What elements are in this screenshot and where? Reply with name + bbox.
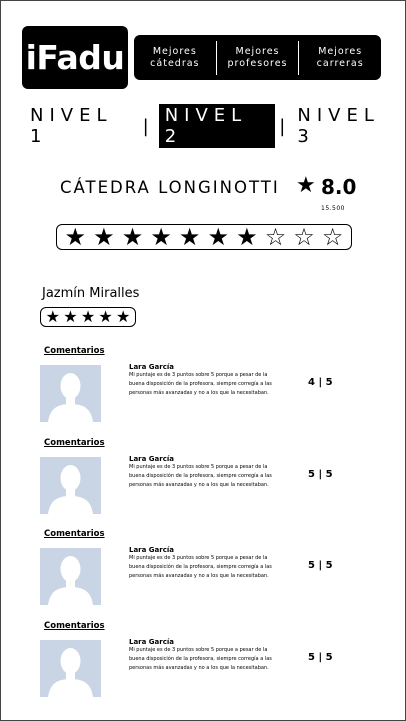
comments-link[interactable]: Comentarios bbox=[44, 438, 105, 448]
user-name: Jazmín Miralles bbox=[42, 286, 140, 301]
level-separator: | bbox=[142, 115, 155, 137]
star-icon: ★ bbox=[296, 173, 316, 198]
level-separator: | bbox=[279, 115, 292, 137]
nav-label-line2: profesores bbox=[227, 57, 288, 69]
star-filled-icon[interactable]: ★ bbox=[64, 223, 87, 251]
comment-score: 5 | 5 bbox=[308, 560, 333, 571]
avatar bbox=[40, 365, 101, 422]
star-filled-icon[interactable]: ★ bbox=[207, 223, 230, 251]
star-filled-icon[interactable]: ★ bbox=[116, 307, 131, 326]
comments-link[interactable]: Comentarios bbox=[44, 621, 105, 631]
star-filled-icon[interactable]: ★ bbox=[45, 307, 60, 326]
catedra-star-rating[interactable] bbox=[56, 224, 352, 250]
comment-text: Mi puntaje es de 3 puntos sobre 5 porque a pesar de la buena disposición de la profesora, siempre corregía a las personas más avanzadas y no a los que la necesitaban. bbox=[129, 464, 272, 488]
comments-link[interactable]: Comentarios bbox=[44, 346, 105, 356]
nav-label-line1: Mejores bbox=[152, 45, 197, 57]
nav-label-line2: carreras bbox=[316, 57, 364, 69]
star-filled-icon[interactable]: ★ bbox=[121, 223, 144, 251]
avatar bbox=[40, 457, 101, 514]
nav-label-line1: Mejores bbox=[235, 45, 280, 57]
avatar bbox=[40, 640, 101, 697]
star-empty-icon[interactable]: ☆ bbox=[293, 223, 315, 251]
user-silhouette-icon bbox=[40, 640, 101, 697]
comment-author: Lara García bbox=[129, 363, 174, 371]
star-filled-icon[interactable]: ★ bbox=[63, 307, 78, 326]
nav-best-profesores[interactable] bbox=[217, 41, 300, 75]
avatar bbox=[40, 548, 101, 605]
star-filled-icon[interactable]: ★ bbox=[98, 307, 113, 326]
tab-nivel-3[interactable]: NIVEL 3 bbox=[297, 105, 380, 147]
tab-nivel-2[interactable]: NIVEL 2 bbox=[159, 104, 276, 148]
catedra-score: 8.0 bbox=[321, 175, 357, 199]
nav-label-line1: Mejores bbox=[318, 45, 363, 57]
user-star-rating[interactable] bbox=[40, 307, 136, 327]
comment-score: 5 | 5 bbox=[308, 469, 333, 480]
catedra-vote-count: 15.500 bbox=[321, 205, 345, 212]
user-silhouette-icon bbox=[40, 457, 101, 514]
user-silhouette-icon bbox=[40, 365, 101, 422]
comment-author: Lara García bbox=[129, 638, 174, 646]
top-navigation bbox=[134, 35, 381, 80]
star-filled-icon[interactable]: ★ bbox=[93, 223, 115, 251]
comment-author: Lara García bbox=[129, 455, 174, 463]
star-filled-icon[interactable]: ★ bbox=[150, 223, 172, 251]
comment-score: 5 | 5 bbox=[308, 652, 333, 663]
user-silhouette-icon bbox=[40, 548, 101, 605]
star-filled-icon[interactable]: ★ bbox=[178, 223, 201, 251]
star-empty-icon[interactable]: ☆ bbox=[264, 223, 287, 251]
star-empty-icon[interactable]: ☆ bbox=[321, 223, 344, 251]
star-filled-icon[interactable]: ★ bbox=[236, 223, 258, 251]
level-selector bbox=[28, 105, 406, 147]
comment-text: Mi puntaje es de 3 puntos sobre 5 porque a pesar de la buena disposición de la profesora, siempre corregía a las personas más avanzadas y no a los que la necesitaban. bbox=[129, 555, 272, 579]
comment-score: 4 | 5 bbox=[308, 377, 333, 388]
tab-nivel-1[interactable]: NIVEL 1 bbox=[30, 105, 113, 147]
catedra-title: CÁTEDRA LONGINOTTI bbox=[60, 178, 280, 197]
comment-text: Mi puntaje es de 3 puntos sobre 5 porque a pesar de la buena disposición de la profesora, siempre corregía a las personas más avanzadas y no a los que la necesitaban. bbox=[129, 372, 272, 396]
nav-best-catedras[interactable] bbox=[134, 41, 217, 75]
logo[interactable]: iFadu bbox=[22, 26, 128, 89]
nav-label-line2: cátedras bbox=[150, 57, 200, 69]
nav-best-carreras[interactable] bbox=[299, 41, 381, 75]
comment-author: Lara García bbox=[129, 546, 174, 554]
star-filled-icon[interactable]: ★ bbox=[80, 307, 96, 326]
comment-text: Mi puntaje es de 3 puntos sobre 5 porque a pesar de la buena disposición de la profesora, siempre corregía a las personas más avanzadas y no a los que la necesitaban. bbox=[129, 647, 272, 671]
comments-link[interactable]: Comentarios bbox=[44, 529, 105, 539]
